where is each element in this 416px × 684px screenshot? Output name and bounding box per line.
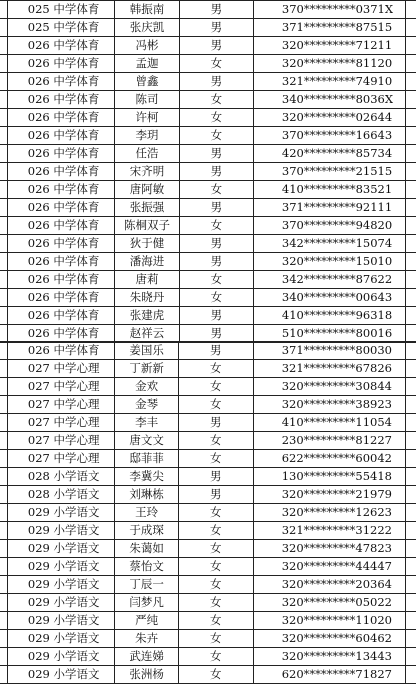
subject-code-cell: 026 中学体育: [7, 325, 114, 343]
table-row: [0, 414, 416, 432]
id-number-cell: 371*********80030: [253, 342, 405, 360]
subject-code-cell: 026 中学体育: [7, 271, 114, 289]
table-row: [0, 181, 416, 199]
gender-cell: 男: [179, 307, 253, 325]
row-edge: [405, 378, 416, 396]
table-row: [0, 325, 416, 343]
id-number-cell: 320*********47823: [253, 540, 405, 558]
gender-cell: 女: [179, 55, 253, 73]
row-edge: [0, 271, 7, 289]
row-edge: [405, 450, 416, 468]
id-number-cell: 620*********71827: [253, 666, 405, 684]
name-cell: 张庆凯: [115, 19, 180, 37]
subject-code-cell: 026 中学体育: [7, 73, 114, 91]
name-cell: 张振强: [115, 199, 180, 217]
name-cell: 许柯: [115, 109, 180, 127]
table-row: [0, 540, 416, 558]
name-cell: 宋齐明: [115, 163, 180, 181]
row-edge: [0, 181, 7, 199]
row-edge: [0, 648, 7, 666]
row-edge: [405, 630, 416, 648]
name-cell: 蔡怡文: [115, 558, 178, 576]
id-number-cell: 320*********13443: [253, 648, 405, 666]
table-row: [0, 1, 416, 19]
row-edge: [405, 127, 416, 145]
gender-cell: 男: [179, 235, 253, 253]
gender-cell: 女: [178, 522, 253, 540]
name-cell: 朱晓丹: [115, 289, 180, 307]
row-edge: [405, 1, 416, 19]
subject-code-cell: 027 中学心理: [7, 414, 115, 432]
subject-code-cell: 026 中学体育: [7, 181, 114, 199]
row-edge: [405, 648, 416, 666]
gender-cell: 男: [179, 325, 253, 343]
subject-code-cell: 027 中学心理: [7, 432, 115, 450]
name-cell: 刘琳栋: [115, 486, 178, 504]
name-cell: 张建虎: [115, 307, 180, 325]
name-cell: 邸菲菲: [115, 450, 178, 468]
name-cell: 韩振南: [115, 1, 180, 19]
row-edge: [405, 199, 416, 217]
id-number-cell: 370*********0371X: [253, 1, 405, 19]
table-row: [0, 666, 416, 684]
row-edge: [0, 289, 7, 307]
row-edge: [0, 360, 7, 378]
row-edge: [0, 540, 7, 558]
table-row: [0, 307, 416, 325]
gender-cell: 男: [178, 486, 253, 504]
name-cell: 孟迦: [115, 55, 180, 73]
row-edge: [405, 55, 416, 73]
subject-code-cell: 029 小学语文: [7, 522, 115, 540]
gender-cell: 女: [179, 127, 253, 145]
subject-code-cell: 026 中学体育: [7, 37, 114, 55]
table-row: [0, 19, 416, 37]
id-number-cell: 371*********87515: [253, 19, 405, 37]
id-number-cell: 622*********60042: [253, 450, 405, 468]
table-row: [0, 450, 416, 468]
id-number-cell: 420*********85734: [253, 145, 405, 163]
id-number-cell: 320*********02644: [253, 109, 405, 127]
row-edge: [0, 91, 7, 109]
subject-code-cell: 029 小学语文: [7, 504, 115, 522]
name-cell: 丁新新: [115, 360, 178, 378]
row-edge: [405, 576, 416, 594]
gender-cell: 男: [179, 37, 253, 55]
row-edge: [0, 163, 7, 181]
subject-code-cell: 026 中学体育: [7, 163, 114, 181]
row-edge: [405, 289, 416, 307]
name-cell: 李冀尖: [115, 468, 178, 486]
table-row: [0, 235, 416, 253]
gender-cell: 女: [179, 217, 253, 235]
row-edge: [0, 73, 7, 91]
id-number-cell: 320*********15010: [253, 253, 405, 271]
id-number-cell: 410*********83521: [253, 181, 405, 199]
row-edge: [0, 558, 7, 576]
row-edge: [0, 486, 7, 504]
gender-cell: 女: [178, 558, 253, 576]
roster-table-bottom: [0, 341, 416, 684]
id-number-cell: 320*********21979: [253, 486, 405, 504]
table-row: [0, 73, 416, 91]
row-edge: [0, 378, 7, 396]
table-row: [0, 396, 416, 414]
name-cell: 陈桐双子: [115, 217, 180, 235]
table-row: [0, 630, 416, 648]
row-edge: [405, 594, 416, 612]
name-cell: 姜国乐: [115, 342, 178, 360]
id-number-cell: 410*********96318: [253, 307, 405, 325]
id-number-cell: 340*********8036X: [253, 91, 405, 109]
name-cell: 唐莉: [115, 271, 180, 289]
row-edge: [0, 19, 7, 37]
gender-cell: 女: [178, 648, 253, 666]
gender-cell: 男: [178, 414, 253, 432]
gender-cell: 女: [178, 666, 253, 684]
gender-cell: 女: [178, 612, 253, 630]
name-cell: 曾鑫: [115, 73, 180, 91]
table-row: [0, 55, 416, 73]
subject-code-cell: 027 中学心理: [7, 450, 115, 468]
name-cell: 金琴: [115, 396, 178, 414]
table-row: [0, 253, 416, 271]
name-cell: 狄于健: [115, 235, 180, 253]
id-number-cell: 320*********05022: [253, 594, 405, 612]
gender-cell: 男: [178, 468, 253, 486]
gender-cell: 男: [179, 73, 253, 91]
id-number-cell: 321*********31222: [253, 522, 405, 540]
row-edge: [0, 325, 7, 343]
name-cell: 于成琛: [115, 522, 178, 540]
row-edge: [0, 145, 7, 163]
gender-cell: 女: [179, 181, 253, 199]
row-edge: [405, 181, 416, 199]
table-row: [0, 648, 416, 666]
subject-code-cell: 029 小学语文: [7, 666, 115, 684]
row-edge: [0, 594, 7, 612]
subject-code-cell: 025 中学体育: [7, 19, 114, 37]
row-edge: [0, 576, 7, 594]
row-edge: [0, 468, 7, 486]
id-number-cell: 230*********81227: [253, 432, 405, 450]
name-cell: 严纯: [115, 612, 178, 630]
name-cell: 李玥: [115, 127, 180, 145]
gender-cell: 女: [178, 504, 253, 522]
row-edge: [0, 1, 7, 19]
row-edge: [405, 342, 416, 360]
name-cell: 金欢: [115, 378, 178, 396]
name-cell: 任浩: [115, 145, 180, 163]
subject-code-cell: 027 中学心理: [7, 378, 115, 396]
name-cell: 唐阿敏: [115, 181, 180, 199]
row-edge: [0, 432, 7, 450]
row-edge: [0, 522, 7, 540]
row-edge: [0, 396, 7, 414]
table-row: [0, 91, 416, 109]
row-edge: [405, 325, 416, 343]
name-cell: 冯彬: [115, 37, 180, 55]
id-number-cell: 320*********38923: [253, 396, 405, 414]
row-edge: [0, 612, 7, 630]
gender-cell: 女: [178, 360, 253, 378]
row-edge: [0, 666, 7, 684]
row-edge: [405, 91, 416, 109]
row-edge: [0, 342, 7, 360]
subject-code-cell: 026 中学体育: [7, 127, 114, 145]
subject-code-cell: 026 中学体育: [7, 235, 114, 253]
id-number-cell: 320*********60462: [253, 630, 405, 648]
row-edge: [405, 163, 416, 181]
subject-code-cell: 027 中学心理: [7, 360, 115, 378]
table-row: [0, 558, 416, 576]
subject-code-cell: 026 中学体育: [7, 342, 115, 360]
gender-cell: 女: [178, 378, 253, 396]
row-edge: [405, 253, 416, 271]
gender-cell: 女: [178, 594, 253, 612]
table-row: [0, 271, 416, 289]
subject-code-cell: 029 小学语文: [7, 630, 115, 648]
subject-code-cell: 029 小学语文: [7, 540, 115, 558]
gender-cell: 女: [178, 432, 253, 450]
subject-code-cell: 029 小学语文: [7, 648, 115, 666]
id-number-cell: 370*********94820: [253, 217, 405, 235]
table-row: [0, 486, 416, 504]
table-row: [0, 504, 416, 522]
row-edge: [405, 235, 416, 253]
id-number-cell: 410*********11054: [253, 414, 405, 432]
row-edge: [405, 307, 416, 325]
subject-code-cell: 026 中学体育: [7, 109, 114, 127]
row-edge: [405, 486, 416, 504]
gender-cell: 男: [179, 1, 253, 19]
table-row: [0, 522, 416, 540]
gender-cell: 女: [179, 271, 253, 289]
subject-code-cell: 026 中学体育: [7, 253, 114, 271]
row-edge: [0, 307, 7, 325]
subject-code-cell: 029 小学语文: [7, 594, 115, 612]
table-row: [0, 576, 416, 594]
id-number-cell: 342*********87622: [253, 271, 405, 289]
table-row: [0, 199, 416, 217]
subject-code-cell: 026 中学体育: [7, 289, 114, 307]
gender-cell: 男: [179, 145, 253, 163]
subject-code-cell: 029 小学语文: [7, 558, 115, 576]
id-number-cell: 321*********74910: [253, 73, 405, 91]
subject-code-cell: 026 中学体育: [7, 307, 114, 325]
gender-cell: 女: [179, 289, 253, 307]
table-row: [0, 37, 416, 55]
table-row: [0, 432, 416, 450]
subject-code-cell: 026 中学体育: [7, 55, 114, 73]
row-edge: [405, 145, 416, 163]
row-edge: [0, 217, 7, 235]
table-row: [0, 145, 416, 163]
id-number-cell: 320*********44447: [253, 558, 405, 576]
table-row: [0, 163, 416, 181]
subject-code-cell: 026 中学体育: [7, 217, 114, 235]
row-edge: [405, 432, 416, 450]
row-edge: [405, 73, 416, 91]
table-row: [0, 594, 416, 612]
table-row: [0, 378, 416, 396]
name-cell: 陈司: [115, 91, 180, 109]
row-edge: [405, 468, 416, 486]
table-row: [0, 342, 416, 360]
id-number-cell: 320*********30844: [253, 378, 405, 396]
subject-code-cell: 026 中学体育: [7, 145, 114, 163]
subject-code-cell: 028 小学语文: [7, 486, 115, 504]
row-edge: [405, 360, 416, 378]
row-edge: [405, 37, 416, 55]
id-number-cell: 342*********15074: [253, 235, 405, 253]
table-row: [0, 360, 416, 378]
gender-cell: 男: [178, 342, 253, 360]
gender-cell: 女: [179, 91, 253, 109]
gender-cell: 男: [179, 199, 253, 217]
row-edge: [405, 540, 416, 558]
row-edge: [405, 612, 416, 630]
row-edge: [0, 450, 7, 468]
row-edge: [405, 522, 416, 540]
name-cell: 武连娣: [115, 648, 178, 666]
table-row: [0, 612, 416, 630]
gender-cell: 男: [179, 253, 253, 271]
row-edge: [405, 19, 416, 37]
row-edge: [405, 666, 416, 684]
id-number-cell: 320*********81120: [253, 55, 405, 73]
row-edge: [0, 37, 7, 55]
gender-cell: 女: [179, 109, 253, 127]
gender-cell: 女: [178, 450, 253, 468]
name-cell: 朱蔼如: [115, 540, 178, 558]
row-edge: [405, 558, 416, 576]
row-edge: [405, 109, 416, 127]
row-edge: [405, 271, 416, 289]
row-edge: [0, 630, 7, 648]
id-number-cell: 130*********55418: [253, 468, 405, 486]
id-number-cell: 370*********21515: [253, 163, 405, 181]
subject-code-cell: 027 中学心理: [7, 396, 115, 414]
row-edge: [405, 396, 416, 414]
name-cell: 丁辰一: [115, 576, 178, 594]
table-row: [0, 109, 416, 127]
id-number-cell: 320*********71211: [253, 37, 405, 55]
table-row: [0, 127, 416, 145]
name-cell: 唐文文: [115, 432, 178, 450]
subject-code-cell: 026 中学体育: [7, 91, 114, 109]
row-edge: [0, 199, 7, 217]
gender-cell: 男: [179, 163, 253, 181]
row-edge: [0, 253, 7, 271]
row-edge: [0, 109, 7, 127]
name-cell: 赵祥云: [115, 325, 180, 343]
gender-cell: 女: [178, 540, 253, 558]
row-edge: [0, 55, 7, 73]
name-cell: 王玲: [115, 504, 178, 522]
row-edge: [405, 414, 416, 432]
row-edge: [0, 414, 7, 432]
row-edge: [0, 504, 7, 522]
row-edge: [0, 127, 7, 145]
table-row: [0, 217, 416, 235]
subject-code-cell: 029 小学语文: [7, 612, 115, 630]
row-edge: [405, 217, 416, 235]
name-cell: 闫梦凡: [115, 594, 178, 612]
gender-cell: 女: [178, 396, 253, 414]
subject-code-cell: 029 小学语文: [7, 576, 115, 594]
id-number-cell: 370*********16643: [253, 127, 405, 145]
subject-code-cell: 025 中学体育: [7, 1, 114, 19]
subject-code-cell: 028 小学语文: [7, 468, 115, 486]
gender-cell: 女: [178, 576, 253, 594]
id-number-cell: 321*********67826: [253, 360, 405, 378]
id-number-cell: 320*********11020: [253, 612, 405, 630]
id-number-cell: 320*********12623: [253, 504, 405, 522]
name-cell: 潘海进: [115, 253, 180, 271]
id-number-cell: 510*********80016: [253, 325, 405, 343]
row-edge: [0, 235, 7, 253]
gender-cell: 女: [178, 630, 253, 648]
table-row: [0, 289, 416, 307]
id-number-cell: 320*********20364: [253, 576, 405, 594]
row-edge: [405, 504, 416, 522]
name-cell: 李丰: [115, 414, 178, 432]
id-number-cell: 340*********00643: [253, 289, 405, 307]
subject-code-cell: 026 中学体育: [7, 199, 114, 217]
id-number-cell: 371*********92111: [253, 199, 405, 217]
name-cell: 张洲杨: [115, 666, 178, 684]
table-row: [0, 468, 416, 486]
gender-cell: 男: [179, 19, 253, 37]
name-cell: 朱卉: [115, 630, 178, 648]
